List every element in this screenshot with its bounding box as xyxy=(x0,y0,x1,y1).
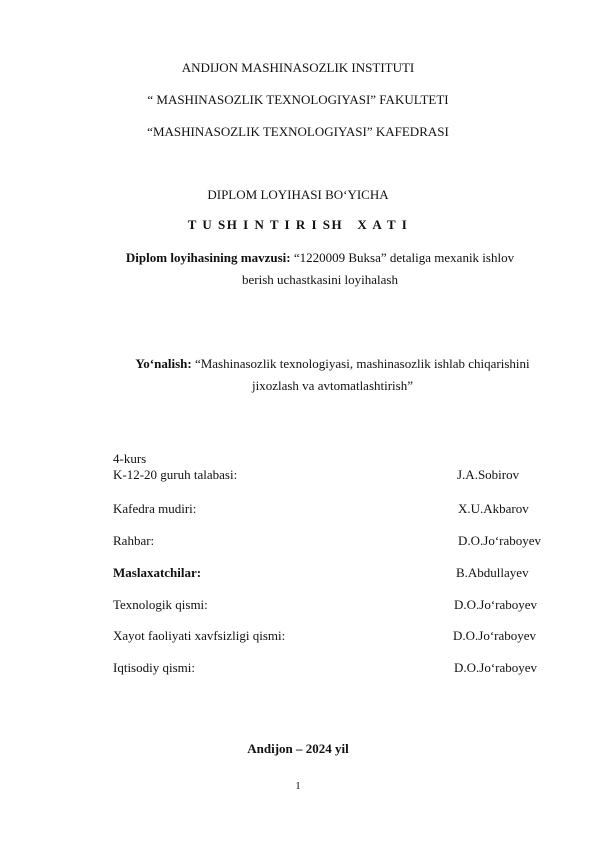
row-label: Texnologik qismi: xyxy=(113,597,208,612)
course-label: 4-kurs xyxy=(113,451,147,466)
faculty-name: “ MASHINASOZLIK TEXNOLOGIYASI” FAKULTETI xyxy=(147,92,449,107)
row-value: D.O.Joʻraboyev xyxy=(458,533,542,548)
institute-name: ANDIJON MASHINASOZLIK INSTITUTI xyxy=(181,60,415,75)
signature-row-economic xyxy=(113,660,563,678)
signature-row-supervisor xyxy=(113,533,563,551)
page-number: 1 xyxy=(295,780,301,792)
row-value: D.O.Joʻraboyev xyxy=(453,628,537,643)
direction-text-line2: jixozlash va avtomatlashtirish” xyxy=(251,378,413,393)
row-label: K-12-20 guruh talabasi: xyxy=(113,467,238,482)
row-label: Xayot faoliyati xavfsizligi qismi: xyxy=(113,628,286,643)
row-label: Rahbar: xyxy=(113,533,155,548)
topic-block xyxy=(100,247,540,291)
row-value: J.A.Sobirov xyxy=(457,467,520,482)
signature-row-life-safety xyxy=(113,628,563,646)
direction-text-line1: “Mashinasozlik texnologiyasi, mashinasozlik ishlab chiqarishini xyxy=(194,356,530,371)
signature-row-student xyxy=(113,467,563,485)
document-title: T U SH I N T I R I SH X A T I xyxy=(187,217,409,232)
row-label: Iqtisodiy qismi: xyxy=(113,660,195,675)
signature-row-technological xyxy=(113,597,563,615)
topic-text-line1: “1220009 Buksa” detaliga mexanik ishlov xyxy=(293,250,515,265)
signature-row-consultants xyxy=(113,565,563,583)
topic-label: Diplom loyihasining mavzusi: xyxy=(125,250,291,265)
row-value: B.Abdullayev xyxy=(456,565,529,580)
topic-text-line2: berish uchastkasini loyihalash xyxy=(242,272,398,287)
row-label: Maslaxatchilar: xyxy=(113,565,202,580)
direction-label: Yoʻnalish: xyxy=(135,356,192,371)
place-year: Andijon – 2024 yil xyxy=(247,741,349,756)
department-name: “MASHINASOZLIK TEXNOLOGIYASI” KAFEDRASI xyxy=(147,124,449,139)
row-value: X.U.Akbarov xyxy=(458,501,529,516)
row-value: D.O.Joʻraboyev xyxy=(454,597,538,612)
direction-block xyxy=(100,353,565,397)
row-value: D.O.Joʻraboyev xyxy=(454,660,538,675)
document-type: DIPLOM LOYIHASI BOʻYICHA xyxy=(207,187,389,202)
signature-row-department-head xyxy=(113,501,563,519)
row-label: Kafedra mudiri: xyxy=(113,501,197,516)
